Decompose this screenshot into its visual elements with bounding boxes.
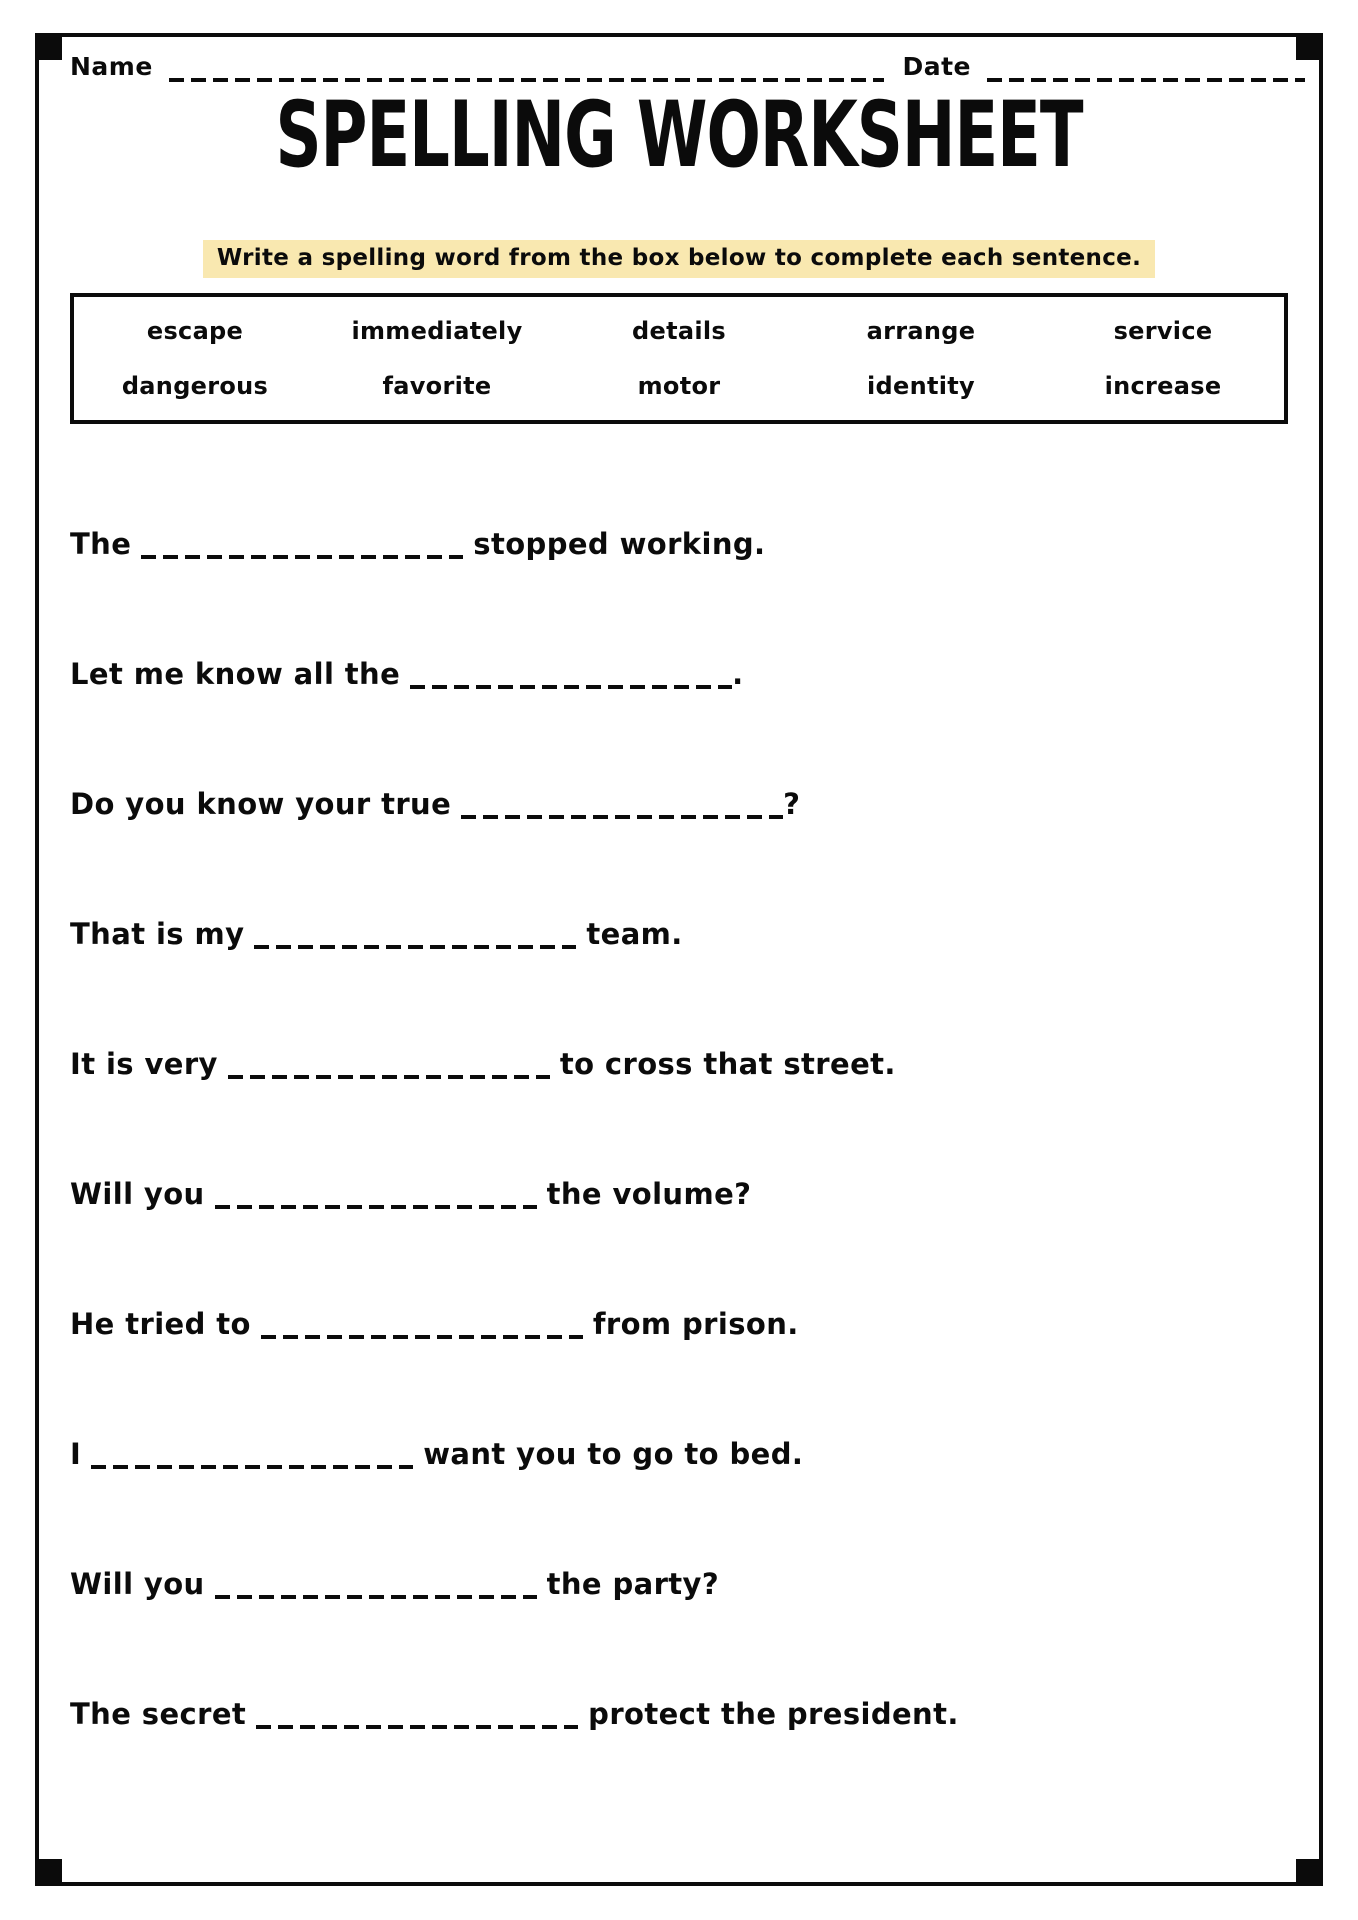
word-bank-word: details <box>632 316 726 345</box>
sentence-7 <box>70 1302 1320 1432</box>
sentence-5 <box>70 1042 1320 1172</box>
sentence-3 <box>70 782 1320 912</box>
word-bank-word: arrange <box>866 316 976 345</box>
sentence-9 <box>70 1562 1320 1692</box>
answer-blank <box>215 1567 537 1599</box>
sentence-pre: He tried to <box>70 1307 251 1341</box>
frame-corner-bottom-left <box>35 1859 62 1886</box>
sentence-post: from prison. <box>592 1307 799 1341</box>
frame-corner-bottom-right <box>1296 1859 1323 1886</box>
sentence-post: team. <box>586 917 683 951</box>
sentence-1 <box>70 522 1320 652</box>
sentence-pre: I <box>70 1437 82 1471</box>
word-bank-box <box>70 293 1288 424</box>
sentence-post: to cross that street. <box>559 1047 896 1081</box>
answer-blank <box>261 1307 583 1339</box>
sentence-post: protect the president. <box>588 1697 959 1731</box>
answer-blank <box>215 1177 537 1209</box>
name-date-row <box>70 52 1305 82</box>
sentence-10 <box>70 1692 1320 1822</box>
sentence-post: the party? <box>546 1567 720 1601</box>
answer-blank <box>461 787 783 819</box>
instruction-text: Write a spelling word from the box below to complete each sentence. <box>203 240 1155 278</box>
answer-blank <box>91 1437 413 1469</box>
sentence-post: the volume? <box>546 1177 752 1211</box>
sentence-6 <box>70 1172 1320 1302</box>
sentence-pre: Do you know your true <box>70 787 452 821</box>
sentence-pre: That is my <box>70 917 245 951</box>
sentence-pre: Will you <box>70 1177 205 1211</box>
sentence-pre: The secret <box>70 1697 247 1731</box>
sentence-pre: It is very <box>70 1047 218 1081</box>
name-write-line <box>169 52 885 82</box>
sentence-pre: Let me know all the <box>70 657 401 691</box>
word-bank-word: escape <box>146 316 244 345</box>
frame-corner-top-left <box>35 33 62 60</box>
date-label: Date <box>902 52 971 81</box>
answer-blank <box>410 657 732 689</box>
word-bank-word: dangerous <box>121 372 269 401</box>
sentence-pre: The <box>70 527 132 561</box>
answer-blank <box>228 1047 550 1079</box>
word-bank-word: identity <box>867 372 975 401</box>
name-label: Name <box>70 52 153 81</box>
word-bank-word: motor <box>637 372 721 401</box>
sentence-post: . <box>732 657 744 691</box>
answer-blank <box>141 527 463 559</box>
sentence-8 <box>70 1432 1320 1562</box>
sentence-list <box>70 522 1320 1822</box>
sentence-post: want you to go to bed. <box>423 1437 804 1471</box>
instruction-row <box>0 240 1358 278</box>
sentence-post: ? <box>783 787 801 821</box>
answer-blank <box>254 917 576 949</box>
sentence-post: stopped working. <box>473 527 766 561</box>
date-write-line <box>987 52 1305 82</box>
sentence-4 <box>70 912 1320 1042</box>
sentence-pre: Will you <box>70 1567 205 1601</box>
answer-blank <box>256 1697 578 1729</box>
word-bank-word: increase <box>1104 372 1222 401</box>
word-bank-word: immediately <box>351 316 523 345</box>
word-bank-word: service <box>1113 316 1213 345</box>
sentence-2 <box>70 652 1320 782</box>
word-bank-word: favorite <box>382 372 492 401</box>
page-title: SPELLING WORKSHEET <box>275 83 1083 189</box>
